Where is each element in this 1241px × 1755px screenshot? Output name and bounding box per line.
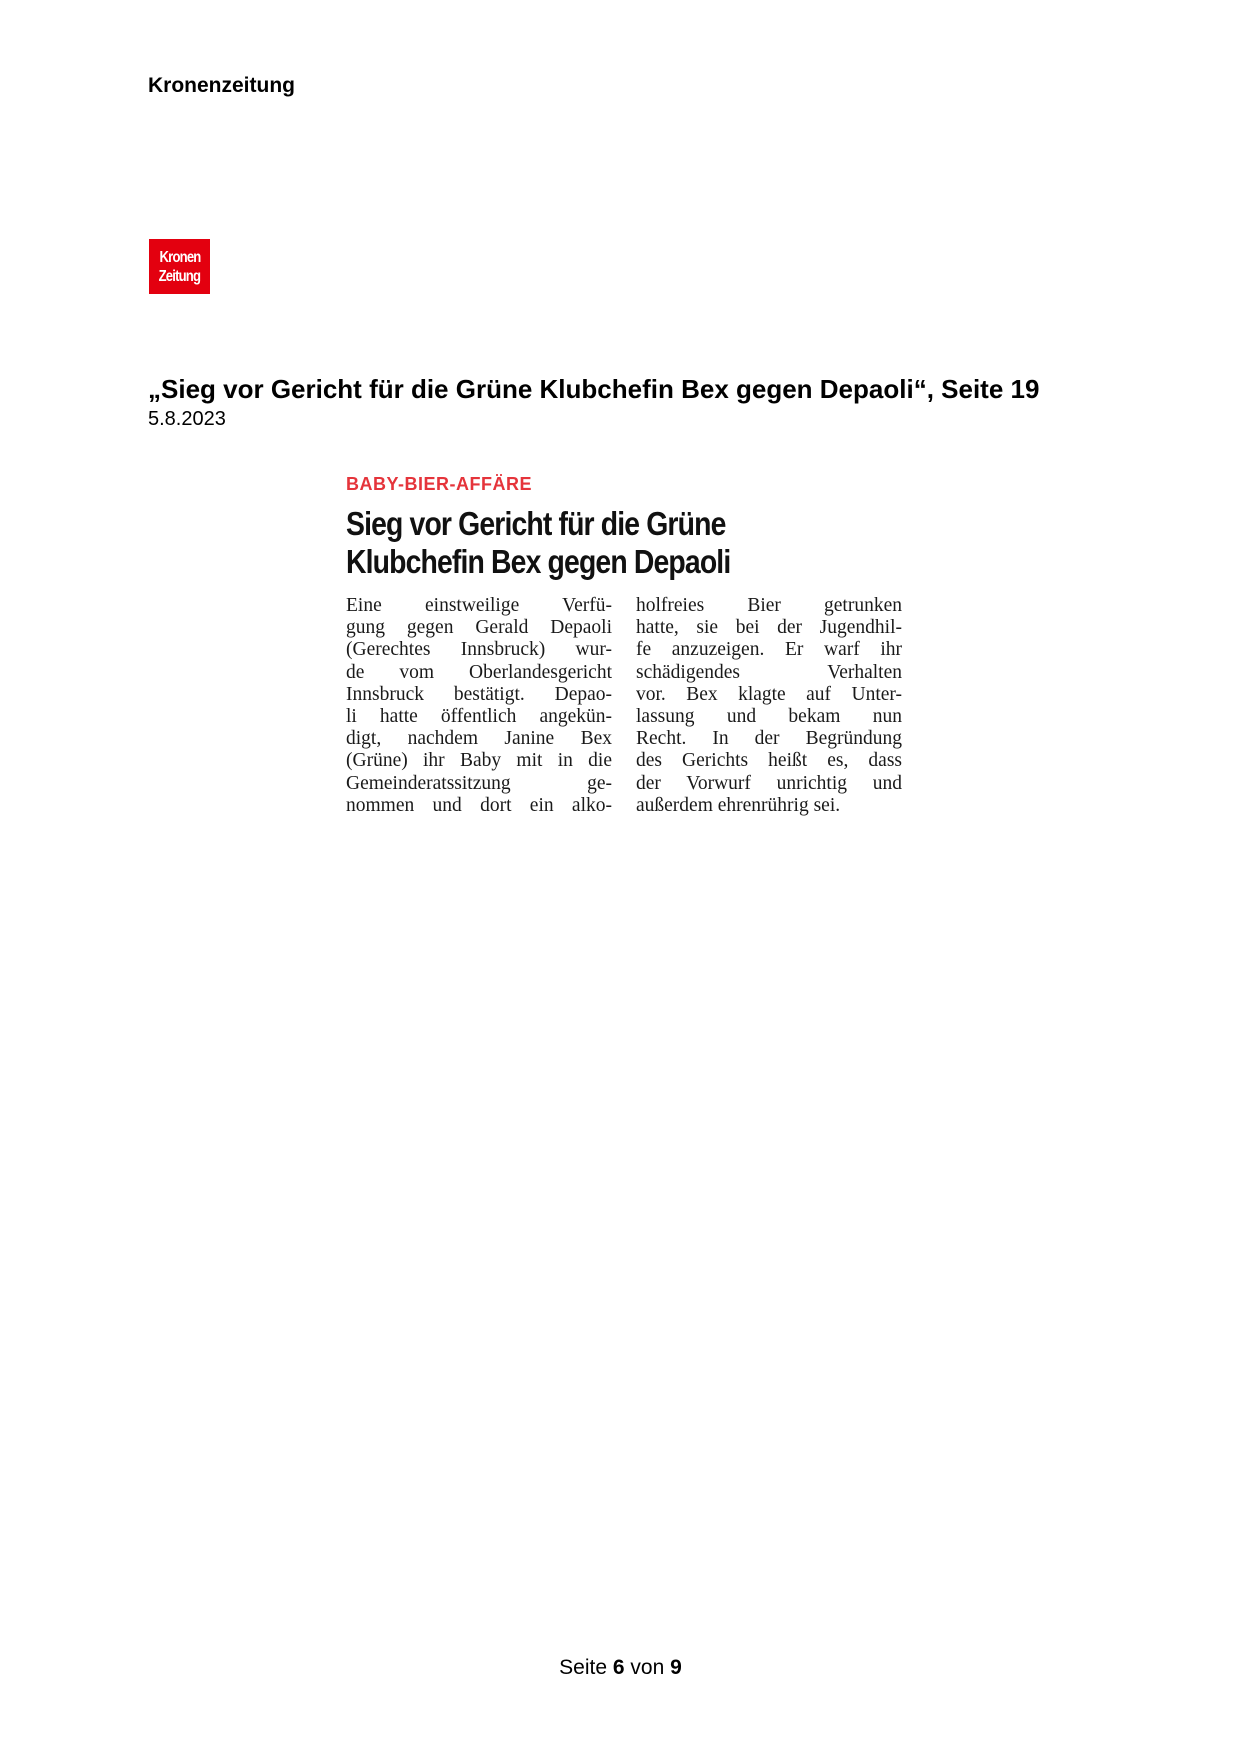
footer-current-page: 6 [612,1656,625,1679]
article-clipping [346,474,902,817]
headline-line-2: Klubchefin Bex gegen Depaoli [346,543,731,580]
document-title: „Sieg vor Gericht für die Grüne Klubchefin Bex gegen Depaoli“, Seite 19 [148,374,1040,404]
article-column-1 [346,595,612,817]
text-line: li hatte öffentlich angekün- [346,706,612,728]
text-line: Recht. In der Begründung [636,728,902,750]
document-date: 5.8.2023 [148,408,226,430]
footer-separator: von [630,1656,665,1679]
text-line: nommen und dort ein alko- [346,794,612,816]
text-line: (Grüne) ihr Baby mit in die [346,750,612,772]
publication-name: Kronenzeitung [148,74,295,97]
footer-total-pages: 9 [670,1656,682,1679]
text-line: digt, nachdem Janine Bex [346,728,612,750]
logo-line-2: Zeitung [158,267,201,285]
logo-line-1: Kronen [159,248,200,266]
page-footer [0,1656,1241,1680]
text-line: Gemeinderatssitzung ge- [346,772,612,794]
text-line: des Gerichts heißt es, dass [636,750,902,772]
text-line: außerdem ehrenrührig sei. [636,794,841,816]
text-line: lassung und bekam nun [636,706,902,728]
text-line: der Vorwurf unrichtig und [636,772,902,794]
text-line: holfreies Bier getrunken [636,595,902,616]
article-body [346,595,902,817]
text-line: de vom Oberlandesgericht [346,661,612,683]
text-line: fe anzuzeigen. Er warf ihr [636,639,902,661]
article-column-2 [636,595,902,817]
text-line: Eine einstweilige Verfü- [346,595,612,616]
article-headline [346,505,824,581]
footer-prefix: Seite [559,1656,608,1679]
text-line: gung gegen Gerald Depaoli [346,617,612,639]
text-line: (Gerechtes Innsbruck) wur- [346,639,612,661]
text-line: schädigendes Verhalten [636,661,902,683]
text-line: vor. Bex klagte auf Unter- [636,683,902,705]
article-kicker: BABY-BIER-AFFÄRE [346,474,532,494]
kronen-zeitung-logo [149,239,210,294]
text-line: Innsbruck bestätigt. Depao- [346,683,612,705]
headline-line-1: Sieg vor Gericht für die Grüne [346,505,726,542]
text-line: hatte, sie bei der Jugendhil- [636,617,902,639]
